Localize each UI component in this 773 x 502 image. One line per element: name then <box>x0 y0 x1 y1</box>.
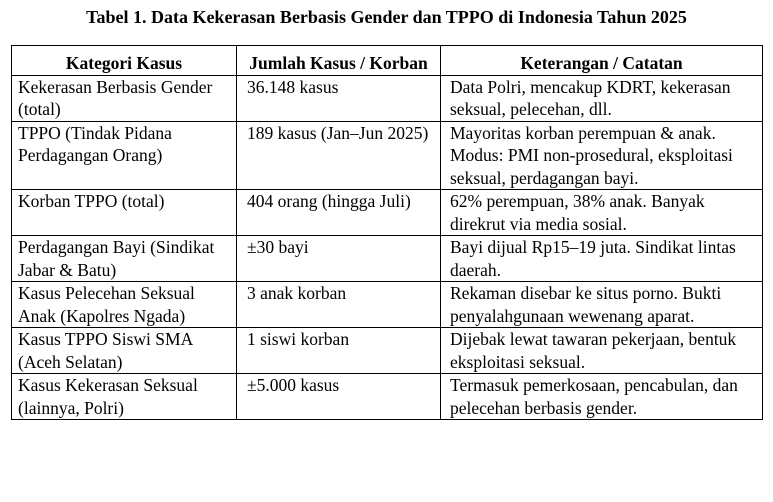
cell-keterangan: Mayoritas korban perempuan & anak. Modus: PMI non-prosedural, eksploitasi seksual, perdagangan bayi. <box>441 121 763 190</box>
cell-kategori: TPPO (Tindak Pidana Perdagangan Orang) <box>12 121 237 190</box>
cell-kategori: Perdagangan Bayi (Sindikat Jabar & Batu) <box>12 236 237 282</box>
cell-keterangan: Rekaman disebar ke situs porno. Bukti penyalahgunaan wewenang aparat. <box>441 282 763 328</box>
table-title: Tabel 1. Data Kekerasan Berbasis Gender dan TPPO di Indonesia Tahun 2025 <box>86 7 687 27</box>
cell-jumlah: 3 anak korban <box>237 282 441 328</box>
cell-kategori: Kasus Kekerasan Seksual (lainnya, Polri) <box>12 374 237 420</box>
table-header-row <box>12 46 763 76</box>
table-row <box>12 328 763 374</box>
cell-jumlah: ±30 bayi <box>237 236 441 282</box>
cell-keterangan: Data Polri, mencakup KDRT, kekerasan seksual, pelecehan, dll. <box>441 75 763 121</box>
cell-kategori: Kasus Pelecehan Seksual Anak (Kapolres Ngada) <box>12 282 237 328</box>
cell-keterangan: 62% perempuan, 38% anak. Banyak direkrut via media sosial. <box>441 190 763 236</box>
table-row <box>12 190 763 236</box>
header-kategori: Kategori Kasus <box>12 46 237 76</box>
cell-jumlah: 36.148 kasus <box>237 75 441 121</box>
cell-keterangan: Dijebak lewat tawaran pekerjaan, bentuk eksploitasi seksual. <box>441 328 763 374</box>
cell-kategori: Korban TPPO (total) <box>12 190 237 236</box>
table-row <box>12 282 763 328</box>
cell-jumlah: 1 siswi korban <box>237 328 441 374</box>
header-keterangan: Keterangan / Catatan <box>441 46 763 76</box>
cell-keterangan: Termasuk pemerkosaan, pencabulan, dan pelecehan berbasis gender. <box>441 374 763 420</box>
table-row <box>12 236 763 282</box>
cell-jumlah: 404 orang (hingga Juli) <box>237 190 441 236</box>
table-row <box>12 121 763 190</box>
cell-jumlah: ±5.000 kasus <box>237 374 441 420</box>
cell-kategori: Kasus TPPO Siswi SMA (Aceh Selatan) <box>12 328 237 374</box>
table-row <box>12 374 763 420</box>
cell-jumlah: 189 kasus (Jan–Jun 2025) <box>237 121 441 190</box>
cell-keterangan: Bayi dijual Rp15–19 juta. Sindikat lintas daerah. <box>441 236 763 282</box>
cell-kategori: Kekerasan Berbasis Gender (total) <box>12 75 237 121</box>
table-row <box>12 75 763 121</box>
data-table <box>11 45 763 420</box>
header-jumlah: Jumlah Kasus / Korban <box>237 46 441 76</box>
